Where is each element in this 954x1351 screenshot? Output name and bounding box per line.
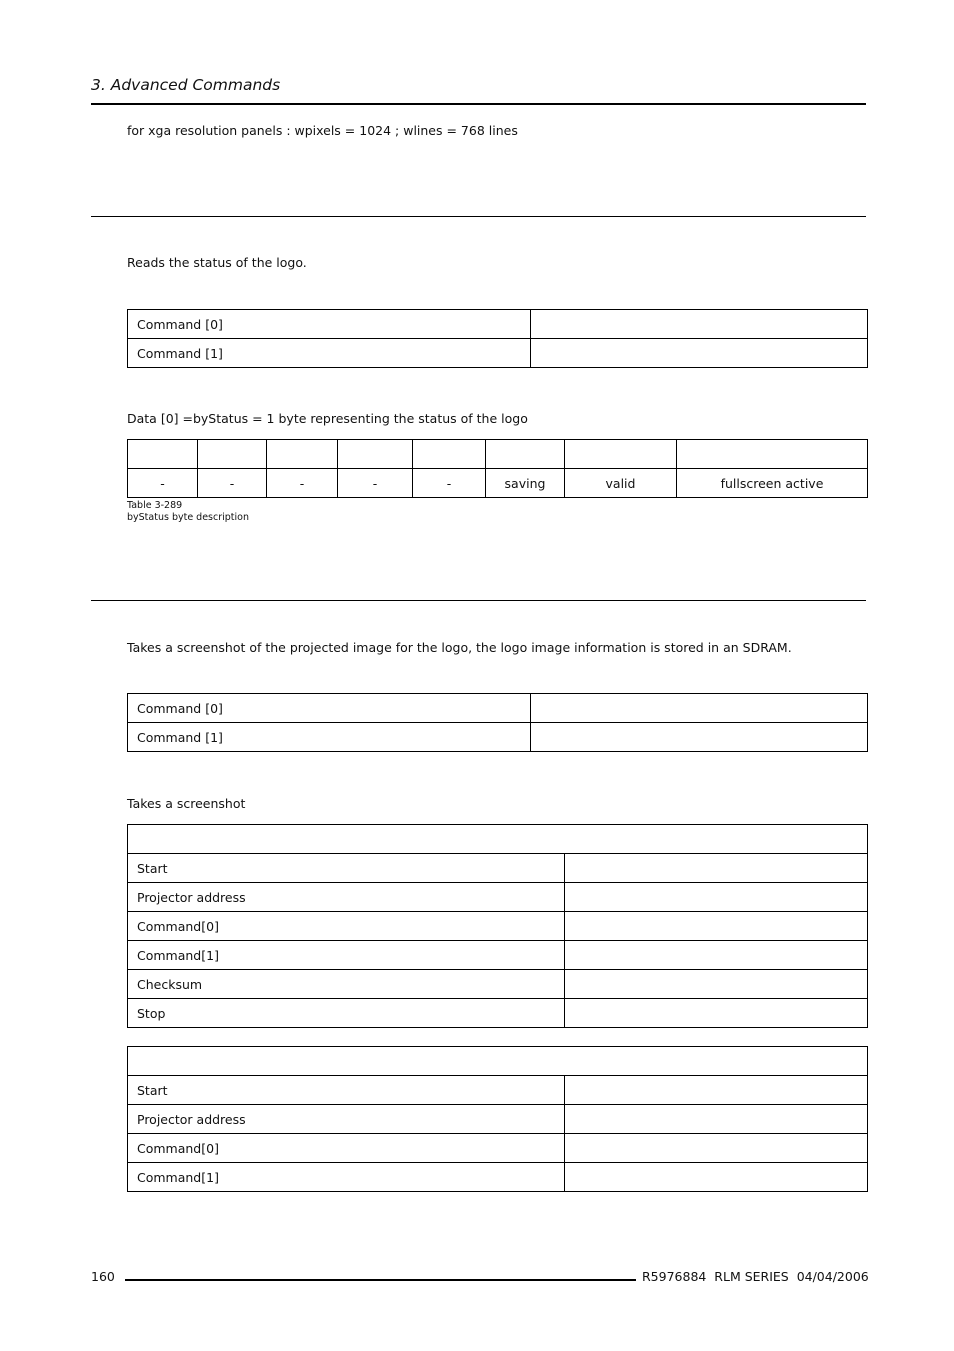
bit-header-cell	[267, 440, 338, 469]
table-row	[128, 1076, 868, 1105]
row-label: Start	[128, 1076, 565, 1105]
row-value	[565, 1163, 868, 1192]
bit-value-cell: valid	[565, 469, 677, 498]
row-value	[565, 912, 868, 941]
table-title-row	[128, 1047, 868, 1076]
bit-value-cell: -	[338, 469, 413, 498]
intro-text: for xga resolution panels : wpixels = 1024 ; wlines = 768 lines	[127, 123, 518, 138]
table-caption-text: byStatus byte description	[127, 511, 250, 523]
row-value	[565, 970, 868, 999]
row-value	[565, 854, 868, 883]
command-value	[531, 723, 868, 752]
bit-header-cell	[486, 440, 565, 469]
command-value	[531, 694, 868, 723]
bit-value-cell: saving	[486, 469, 565, 498]
bit-value-cell: -	[198, 469, 267, 498]
bit-header-cell	[413, 440, 486, 469]
example-table-send	[127, 824, 868, 1028]
table-row	[128, 883, 868, 912]
row-label: Checksum	[128, 970, 565, 999]
table-row	[128, 469, 868, 498]
table-row	[128, 970, 868, 999]
page-number: 160	[91, 1269, 115, 1284]
section1-data-text: Data [0] =byStatus = 1 byte representing the status of the logo	[127, 411, 528, 426]
table-row	[128, 1134, 868, 1163]
page-header-title: 3. Advanced Commands	[91, 76, 281, 94]
row-label: Projector address	[128, 883, 565, 912]
bit-value-cell: -	[267, 469, 338, 498]
command-label: Command [1]	[128, 339, 531, 368]
bystatus-bit-table	[127, 439, 868, 498]
section1-command-table	[127, 309, 868, 368]
bit-value-cell: -	[413, 469, 486, 498]
command-value	[531, 339, 868, 368]
footer-rule	[125, 1279, 636, 1281]
row-value	[565, 1105, 868, 1134]
row-label: Command[1]	[128, 941, 565, 970]
row-label: Stop	[128, 999, 565, 1028]
section2-example-text: Takes a screenshot	[127, 796, 246, 811]
bit-header-cell	[677, 440, 868, 469]
bit-header-cell	[565, 440, 677, 469]
table-row	[128, 310, 868, 339]
command-label: Command [0]	[128, 310, 531, 339]
table-row	[128, 854, 868, 883]
row-value	[565, 941, 868, 970]
table-header-row	[128, 440, 868, 469]
table-title-row	[128, 825, 868, 854]
table-row	[128, 999, 868, 1028]
bit-header-cell	[338, 440, 413, 469]
table-row	[128, 723, 868, 752]
table-row	[128, 912, 868, 941]
table-row	[128, 694, 868, 723]
header-rule	[91, 103, 866, 105]
section2-description: Takes a screenshot of the projected image for the logo, the logo image information is stored in an SDRAM.	[127, 640, 792, 655]
table-title	[128, 825, 868, 854]
row-value	[565, 883, 868, 912]
table-row	[128, 1105, 868, 1134]
row-value	[565, 999, 868, 1028]
example-table-acknowledge	[127, 1046, 868, 1192]
row-label: Command[0]	[128, 912, 565, 941]
row-label: Command[0]	[128, 1134, 565, 1163]
row-value	[565, 1134, 868, 1163]
footer-doc-info: R5976884 RLM SERIES 04/04/2006	[642, 1269, 869, 1284]
table-caption	[127, 500, 249, 523]
bit-value-cell: -	[128, 469, 198, 498]
section2-command-table	[127, 693, 868, 752]
command-label: Command [1]	[128, 723, 531, 752]
table-row	[128, 1163, 868, 1192]
table-caption-number: Table 3-289	[127, 500, 183, 511]
command-value	[531, 310, 868, 339]
section-divider	[91, 216, 866, 217]
row-value	[565, 1076, 868, 1105]
bit-header-cell	[128, 440, 198, 469]
bit-value-cell: fullscreen active	[677, 469, 868, 498]
command-label: Command [0]	[128, 694, 531, 723]
row-label: Start	[128, 854, 565, 883]
section1-description: Reads the status of the logo.	[127, 255, 307, 270]
row-label: Projector address	[128, 1105, 565, 1134]
section-divider	[91, 600, 866, 601]
bit-header-cell	[198, 440, 267, 469]
row-label: Command[1]	[128, 1163, 565, 1192]
table-row	[128, 339, 868, 368]
table-row	[128, 941, 868, 970]
table-title	[128, 1047, 868, 1076]
